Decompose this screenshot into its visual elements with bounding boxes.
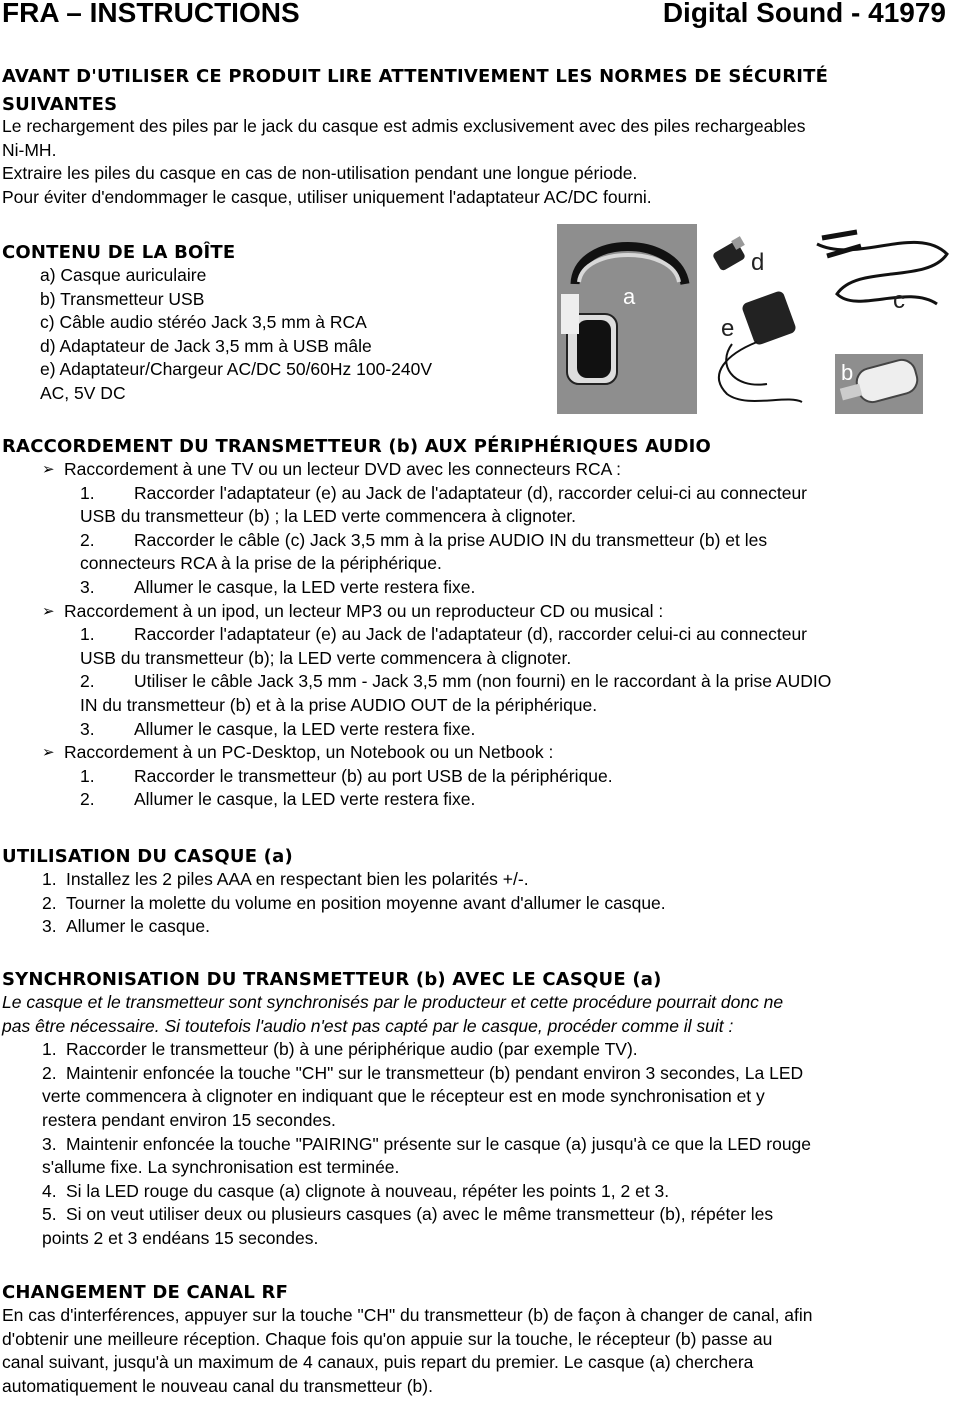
rf-section — [2, 1278, 958, 1398]
usage-item: 2. Tourner la molette du volume en position moyenne avant d'allumer le casque. — [42, 892, 666, 913]
group-title: Raccordement à un PC-Desktop, un Notebook ou un Netbook : — [64, 742, 554, 763]
connection-step: 1. Raccorder le transmetteur (b) au port USB de la périphérique. — [80, 765, 613, 786]
usage-heading: UTILISATION DU CASQUE (a) — [2, 846, 293, 867]
safety-line: Pour éviter d'endommager le casque, utiliser uniquement l'adaptateur AC/DC fourni. — [2, 186, 652, 207]
connection-step: 1. Raccorder l'adaptateur (e) au Jack de l'adaptateur (d), raccorder celui-ci au connecteur USB du transmetteur (b); la LED verte commencera à clignoter. — [80, 624, 807, 668]
safety-heading-line-2: SUIVANTES — [2, 94, 118, 115]
arrow-bullet-icon: ➢ — [42, 744, 55, 762]
usage-section — [2, 842, 952, 939]
photo-label-d: d — [751, 249, 765, 276]
safety-section — [2, 62, 952, 209]
arrow-bullet-icon: ➢ — [42, 461, 55, 478]
connection-step: 1. Raccorder l'adaptateur (e) au Jack de l'adaptateur (d), raccorder celui-ci au connecteur USB du transmetteur (b) ; la LED verte commencera à clignoter. — [80, 482, 807, 527]
photo-label-a: a — [623, 284, 636, 309]
photo-label-b: b — [841, 360, 854, 385]
sync-section — [2, 965, 952, 1251]
connection-step: 2. Allumer le casque, la LED verte restera fixe. — [80, 789, 476, 810]
contents-item: a) Casque auriculaire — [40, 265, 207, 285]
arrow-bullet-icon: ➢ — [42, 602, 55, 620]
rf-heading: CHANGEMENT DE CANAL RF — [2, 1282, 289, 1303]
header-product: Digital Sound - 41979 — [662, 0, 946, 28]
page-header — [2, 0, 946, 32]
contents-item: e) Adaptateur/Chargeur AC/DC 50/60Hz 100-240V — [40, 359, 433, 380]
connection-step: 3. Allumer le casque, la LED verte restera fixe. — [80, 718, 476, 739]
connection-step: 2. Raccorder le câble (c) Jack 3,5 mm à la prise AUDIO IN du transmetteur (b) et les connecteurs RCA à la prise de la périphérique. — [80, 529, 768, 574]
rf-line: automatiquement le nouveau canal du transmetteur (b). — [2, 1375, 433, 1396]
rf-line: En cas d'interférences, appuyer sur la touche "CH" du transmetteur (b) de façon à changer de canal, afin — [2, 1305, 813, 1325]
contents-item: AC, 5V DC — [40, 382, 126, 403]
usage-item: 3. Allumer le casque. — [42, 916, 210, 937]
sync-item: 5. Si on veut utiliser deux ou plusieurs casques (a) avec le même transmetteur (b), répéter les points 2 et 3 endéans 15 secondes. — [42, 1204, 774, 1248]
contents-section — [2, 238, 552, 406]
photo-label-c: c — [893, 287, 905, 314]
group-title: Raccordement à un ipod, un lecteur MP3 ou un reproducteur CD ou musical : — [64, 600, 664, 621]
contents-item: b) Transmetteur USB — [40, 288, 205, 309]
connection-group-pc — [2, 741, 958, 765]
product-photo-illustration — [557, 224, 956, 414]
connection-group-tv-dvd — [2, 458, 958, 482]
rf-line: canal suivant, jusqu'à un maximum de 4 canaux, puis repart du premier. Le casque (a) cherchera — [2, 1352, 754, 1373]
photo-label-e: e — [721, 315, 735, 342]
contents-heading: CONTENU DE LA BOÎTE — [2, 242, 236, 263]
safety-line: Extraire les piles du casque en cas de non-utilisation pendant une longue période. — [2, 163, 638, 184]
sync-heading: SYNCHRONISATION DU TRANSMETTEUR (b) AVEC LE CASQUE (a) — [2, 969, 662, 990]
rf-line: d'obtenir une meilleure réception. Chaque fois qu'on appuie sur la touche, le récepteur (b) passe au — [2, 1328, 773, 1349]
sync-item: 2. Maintenir enfoncée la touche "CH" sur le transmetteur (b) pendant environ 3 secondes, La LED verte commencera à clignoter en indiquant que le récepteur est en mode synchronisation et y restera pendant environ 15 secondes. — [42, 1062, 804, 1130]
group-title: Raccordement à une TV ou un lecteur DVD avec les connecteurs RCA : — [64, 459, 622, 479]
usage-item: 1. Installez les 2 piles AAA en respectant bien les polarités +/-. — [42, 869, 529, 889]
contents-item: d) Adaptateur de Jack 3,5 mm à USB mâle — [40, 335, 372, 356]
header-title: FRA – INSTRUCTIONS — [2, 0, 300, 28]
sync-intro: Le casque et le transmetteur sont synchronisés par le producteur et cette procédure pourrait donc ne — [2, 992, 784, 1012]
connection-section — [2, 432, 958, 812]
safety-line: Le rechargement des piles par le jack du casque est admis exclusivement avec des piles rechargeables — [2, 116, 806, 136]
cable-c — [809, 224, 956, 316]
sync-item: 3. Maintenir enfoncée la touche "PAIRING" présente sur le casque (a) jusqu'à ce que la LED rouge s'allume fixe. La synchronisation est terminée. — [42, 1133, 812, 1178]
connection-group-ipod — [2, 600, 958, 624]
product-photo — [557, 224, 956, 414]
connection-step: 2. Utiliser le câble Jack 3,5 mm - Jack 3,5 mm (non fourni) en le raccordant à la prise AUDIO IN du transmetteur (b) et à la prise AUDIO OUT de la périphérique. — [80, 671, 832, 715]
contents-item: c) Câble audio stéréo Jack 3,5 mm à RCA — [40, 312, 367, 333]
sync-item: 1. Raccorder le transmetteur (b) à une périphérique audio (par exemple TV). — [42, 1039, 638, 1060]
safety-line: Ni-MH. — [2, 139, 57, 160]
connection-step: 3. Allumer le casque, la LED verte restera fixe. — [80, 576, 476, 597]
safety-heading-line-1: AVANT D'UTILISER CE PRODUIT LIRE ATTENTIVEMENT LES NORMES DE SÉCURITÉ — [2, 66, 829, 87]
connection-heading: RACCORDEMENT DU TRANSMETTEUR (b) AUX PÉRIPHÉRIQUES AUDIO — [2, 436, 712, 457]
sync-item: 4. Si la LED rouge du casque (a) clignote à nouveau, répéter les points 1, 2 et 3. — [42, 1180, 670, 1201]
sync-intro: pas être nécessaire. Si toutefois l'audio n'est pas capté par le casque, procéder comme il suit : — [2, 1015, 734, 1036]
